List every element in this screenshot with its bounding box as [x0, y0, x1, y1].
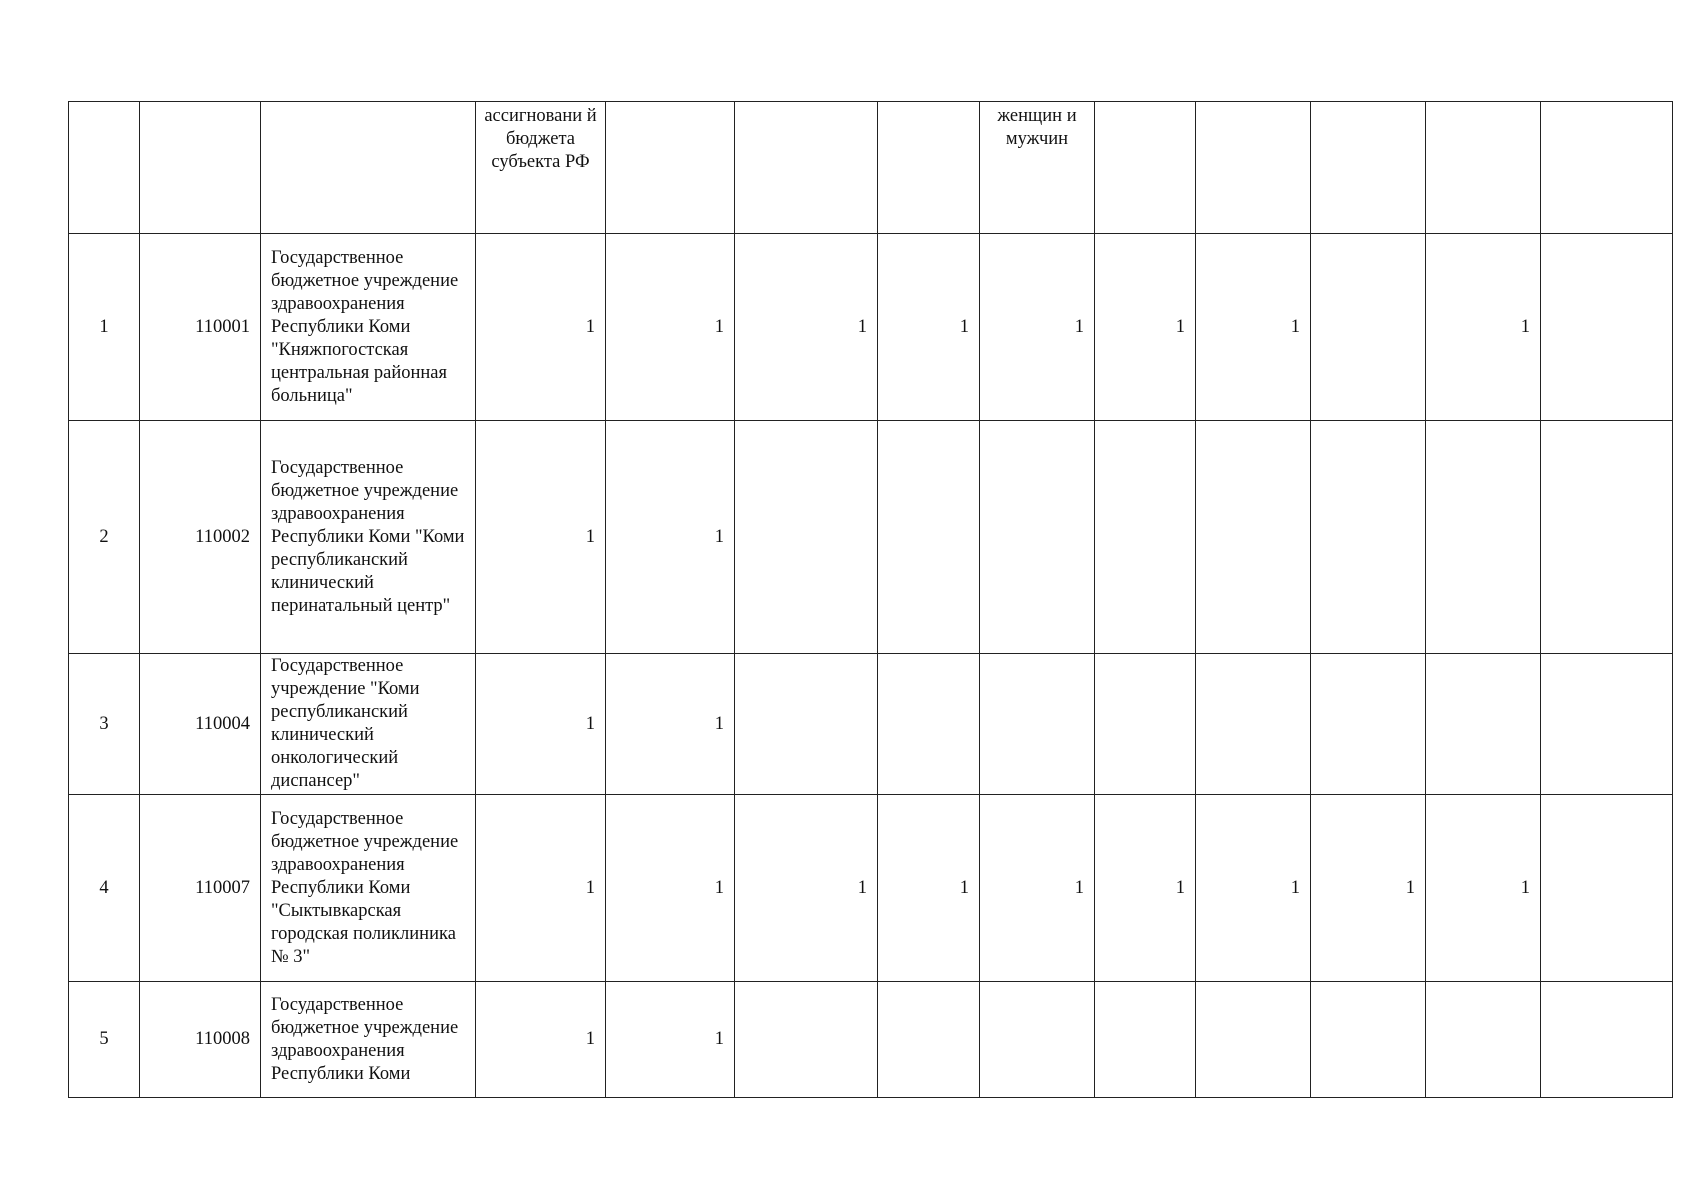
header-cell	[261, 102, 476, 234]
table-row	[69, 795, 1673, 982]
table-row	[69, 421, 1673, 654]
header-cell-women-and-men: женщин и мужчин	[980, 102, 1095, 234]
row-number: 3	[69, 654, 140, 795]
institution-code: 110004	[140, 654, 261, 795]
institution-name: Государственное бюджетное учреждение здравоохранения Республики Коми "Княжпогостская центральная районная больница"	[261, 234, 476, 421]
value-cell	[980, 654, 1095, 795]
value-cell: 1	[1311, 795, 1426, 982]
value-cell: 1	[606, 234, 735, 421]
value-cell	[1311, 982, 1426, 1098]
value-cell	[1095, 421, 1196, 654]
header-cell	[69, 102, 140, 234]
institutions-table	[68, 101, 1673, 1098]
header-cell	[1541, 102, 1673, 234]
value-cell: 1	[476, 234, 606, 421]
value-cell	[1311, 421, 1426, 654]
value-cell: 1	[606, 982, 735, 1098]
institution-name: Государственное бюджетное учреждение здравоохранения Республики Коми "Коми республиканский клинический перинатальный центр"	[261, 421, 476, 654]
value-cell: 1	[1426, 234, 1541, 421]
value-cell: 1	[476, 421, 606, 654]
value-cell: 1	[1426, 795, 1541, 982]
value-cell	[980, 421, 1095, 654]
header-cell	[1426, 102, 1541, 234]
value-cell: 1	[1095, 795, 1196, 982]
row-number: 2	[69, 421, 140, 654]
value-cell: 1	[735, 234, 878, 421]
value-cell: 1	[606, 654, 735, 795]
value-cell: 1	[980, 795, 1095, 982]
document-page	[68, 101, 1673, 1098]
row-number: 5	[69, 982, 140, 1098]
institution-name: Государственное учреждение "Коми республиканский клинический онкологический диспансер"	[261, 654, 476, 795]
header-cell	[735, 102, 878, 234]
value-cell	[1095, 654, 1196, 795]
value-cell	[1196, 982, 1311, 1098]
value-cell: 1	[476, 795, 606, 982]
value-cell: 1	[1095, 234, 1196, 421]
value-cell: 1	[606, 421, 735, 654]
value-cell	[878, 421, 980, 654]
value-cell	[1541, 421, 1673, 654]
institution-code: 110002	[140, 421, 261, 654]
header-cell	[878, 102, 980, 234]
value-cell	[1196, 654, 1311, 795]
value-cell: 1	[878, 234, 980, 421]
value-cell	[1541, 654, 1673, 795]
value-cell	[1541, 982, 1673, 1098]
header-cell-budget-allocations: ассигновани й бюджета субъекта РФ	[476, 102, 606, 234]
table-row	[69, 654, 1673, 795]
institution-name: Государственное бюджетное учреждение здравоохранения Республики Коми	[261, 982, 476, 1098]
value-cell	[1541, 795, 1673, 982]
institution-code: 110007	[140, 795, 261, 982]
header-cell	[140, 102, 261, 234]
value-cell	[1095, 982, 1196, 1098]
row-number: 1	[69, 234, 140, 421]
value-cell: 1	[476, 982, 606, 1098]
value-cell	[1311, 654, 1426, 795]
table-row	[69, 234, 1673, 421]
value-cell	[878, 654, 980, 795]
header-cell	[1311, 102, 1426, 234]
header-cell	[606, 102, 735, 234]
table-row	[69, 982, 1673, 1098]
value-cell	[735, 421, 878, 654]
value-cell: 1	[1196, 795, 1311, 982]
header-cell	[1095, 102, 1196, 234]
header-cell	[1196, 102, 1311, 234]
value-cell	[1311, 234, 1426, 421]
value-cell	[980, 982, 1095, 1098]
value-cell: 1	[735, 795, 878, 982]
value-cell	[878, 982, 980, 1098]
institution-code: 110008	[140, 982, 261, 1098]
value-cell: 1	[476, 654, 606, 795]
row-number: 4	[69, 795, 140, 982]
value-cell: 1	[1196, 234, 1311, 421]
value-cell	[1426, 421, 1541, 654]
value-cell	[1426, 654, 1541, 795]
value-cell	[1196, 421, 1311, 654]
value-cell	[735, 982, 878, 1098]
value-cell: 1	[980, 234, 1095, 421]
table-header-row	[69, 102, 1673, 234]
value-cell: 1	[878, 795, 980, 982]
value-cell	[1541, 234, 1673, 421]
value-cell	[735, 654, 878, 795]
value-cell: 1	[606, 795, 735, 982]
institution-name: Государственное бюджетное учреждение здравоохранения Республики Коми "Сыктывкарская городская поликлиника № 3"	[261, 795, 476, 982]
institution-code: 110001	[140, 234, 261, 421]
value-cell	[1426, 982, 1541, 1098]
